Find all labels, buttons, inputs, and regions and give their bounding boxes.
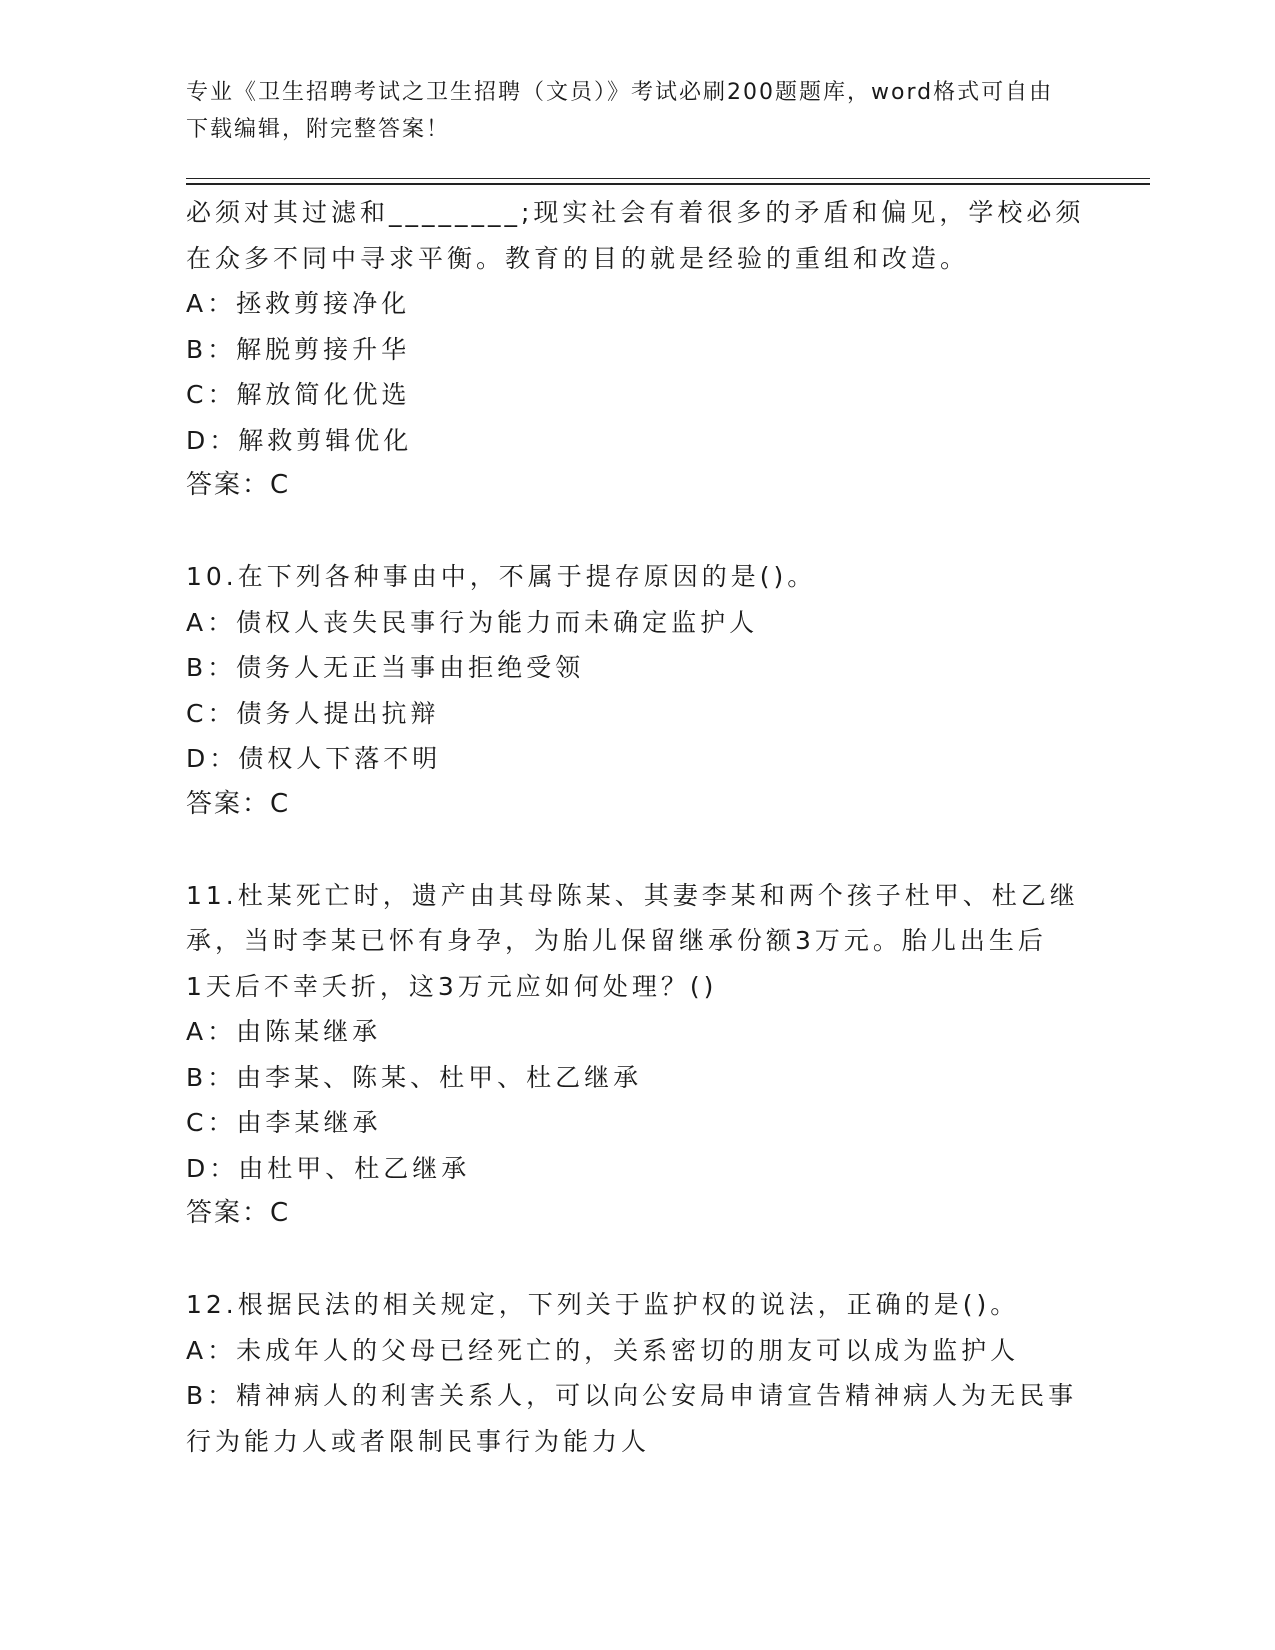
answer-label: 答案：C bbox=[186, 788, 291, 819]
option-b: B：由李某、陈某、杜甲、杜乙继承 bbox=[186, 1062, 643, 1092]
question-text-line: 10.在下列各种事由中，不属于提存原因的是()。 bbox=[186, 562, 817, 591]
continued-question bbox=[186, 190, 1086, 509]
question-text-line: 必须对其过滤和________;现实社会有着很多的矛盾和偏见，学校必须 bbox=[186, 198, 1085, 227]
option-a: A：债权人丧失民事行为能力而未确定监护人 bbox=[186, 607, 759, 637]
option-a: A：由陈某继承 bbox=[186, 1017, 382, 1046]
spacer bbox=[186, 827, 1086, 873]
option-c: C：由李某继承 bbox=[186, 1108, 382, 1137]
option-c: C：债务人提出抗辩 bbox=[186, 698, 440, 728]
option-a: A：拯救剪接净化 bbox=[186, 289, 411, 318]
question-12 bbox=[186, 1282, 1086, 1464]
option-b: B：债务人无正当事由拒绝受领 bbox=[186, 653, 585, 682]
option-b: B：精神病人的利害关系人，可以向公安局申请宣告精神病人为无民事 bbox=[186, 1381, 1078, 1410]
question-text-line: 11.杜某死亡时，遗产由其母陈某、其妻李某和两个孩子杜甲、杜乙继 bbox=[186, 880, 1079, 910]
header-divider-thick bbox=[186, 183, 1150, 185]
option-d: D：债权人下落不明 bbox=[186, 744, 442, 773]
option-b-continuation: 行为能力人或者限制民事行为能力人 bbox=[186, 1426, 651, 1456]
spacer bbox=[186, 509, 1086, 555]
question-text-line: 12.根据民法的相关规定，下列关于监护权的说法，正确的是()。 bbox=[186, 1290, 1020, 1319]
spacer bbox=[186, 1237, 1086, 1283]
option-c: C：解放简化优选 bbox=[186, 380, 411, 409]
document-header bbox=[186, 74, 1066, 148]
question-10 bbox=[186, 554, 1086, 827]
option-d: D：解救剪辑优化 bbox=[186, 425, 413, 455]
question-11 bbox=[186, 873, 1086, 1237]
option-d: D：由杜甲、杜乙继承 bbox=[186, 1153, 471, 1183]
answer-label: 答案：C bbox=[186, 1198, 291, 1228]
question-text-line: 在众多不同中寻求平衡。教育的目的就是经验的重组和改造。 bbox=[186, 243, 970, 273]
answer-label: 答案：C bbox=[186, 470, 291, 500]
header-divider-thin bbox=[186, 178, 1150, 179]
question-text-line: 承，当时李某已怀有身孕，为胎儿保留继承份额3万元。胎儿出生后 bbox=[186, 926, 1047, 955]
question-text-line: 1天后不幸夭折，这3万元应如何处理？() bbox=[186, 971, 718, 1001]
option-b: B：解脱剪接升华 bbox=[186, 334, 411, 364]
header-text: 专业《卫生招聘考试之卫生招聘（文员）》考试必刷200题题库，word格式可自由下载编辑，附完整答案！ bbox=[186, 80, 1054, 142]
question-content bbox=[186, 190, 1086, 1464]
option-a: A：未成年人的父母已经死亡的，关系密切的朋友可以成为监护人 bbox=[186, 1335, 1020, 1365]
